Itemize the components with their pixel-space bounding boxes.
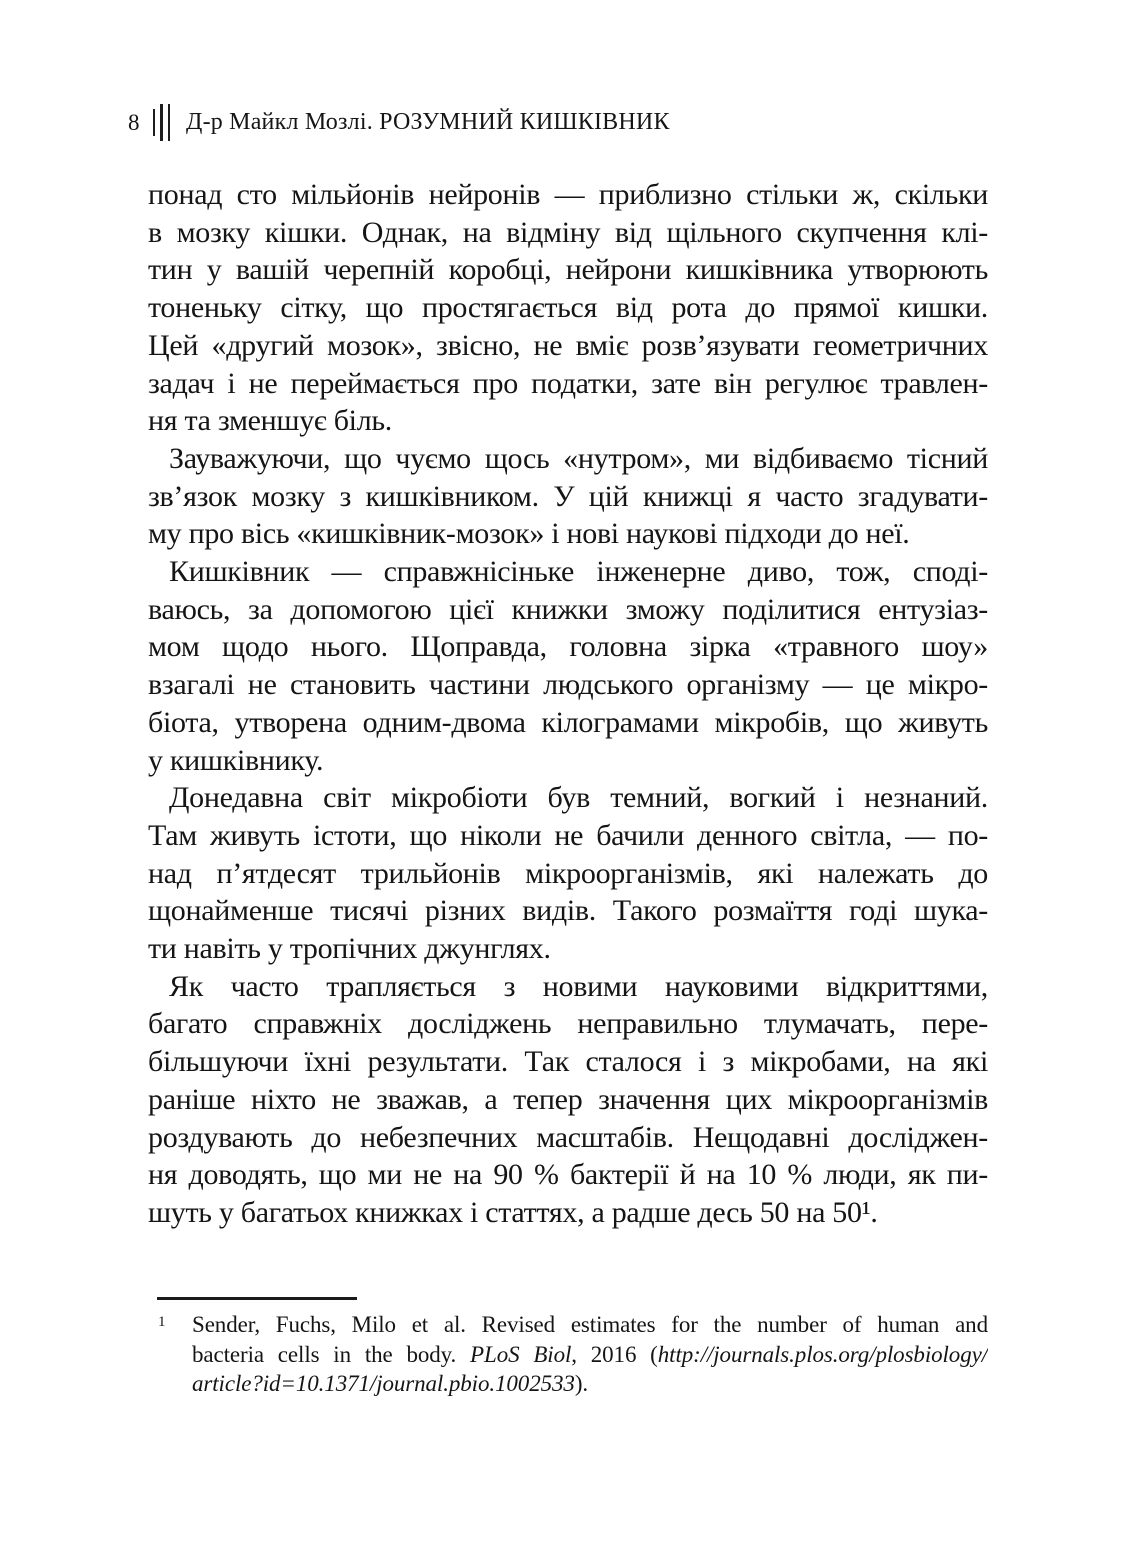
paragraph (148, 968, 988, 1232)
text-line: задач і не переймається про податки, зате він регулює травлен- (148, 366, 988, 400)
text-line: Цей «другий мозок», звісно, не вміє розв’язувати геометричних (148, 328, 988, 362)
text-line: в мозку кішки. Однак, на відміну від щільного скупчення клі- (148, 215, 988, 249)
text-line: у кишківнику. (148, 743, 324, 777)
text-line: Донедавна світ мікробіоти був темний, вогкий і незнаний. (169, 781, 988, 815)
footnote-rule (157, 1297, 357, 1300)
footnote-line (192, 1369, 988, 1399)
bar-icon (160, 104, 163, 141)
text-line: Кишківник — справжнісіньке інженерне диво, тож, споді- (169, 555, 988, 589)
footnote-marker: 1 (158, 1314, 166, 1330)
plain-text: ). (574, 1371, 589, 1397)
bar-icon (153, 109, 156, 136)
text-line: тин у вашій черепній коробці, нейрони кишківника утворюють (148, 253, 988, 287)
italic-text: article?id=10.1371/journal.pbio.1002533 (192, 1371, 575, 1397)
text-line: му про вісь «кишківник-мозок» і нові наукові підходи до неї. (148, 517, 910, 551)
running-header (128, 101, 670, 143)
text-line: мом щодо нього. Щоправда, головна зірка «травного шоу» (148, 630, 988, 664)
text-line: біота, утворена одним-двома кілограмами мікробів, що живуть (148, 705, 988, 739)
page-number: 8 (128, 109, 140, 135)
text-line: понад сто мільйонів нейронів — приблизно стільки ж, скільки (148, 178, 988, 211)
text-line: ня та зменшує біль. (148, 404, 392, 438)
running-title: Д-р Майкл Мозлі. РОЗУМНИЙ КИШКІВНИК (186, 109, 670, 135)
text-line: зв’язок мозку з кишківником. У цій книжці я часто згадувати- (148, 479, 988, 513)
footnote-line (192, 1310, 988, 1340)
paragraph (148, 553, 988, 779)
text-line: шуть у багатьох книжках і статтях, а радше десь 50 на 50¹. (148, 1195, 878, 1229)
text-line: раніше ніхто не зважав, а тепер значення цих мікроорганізмів (148, 1082, 988, 1116)
italic-text: PLoS Biol (470, 1341, 572, 1367)
body-text (148, 176, 988, 1232)
text-line: ня доводять, що ми не на 90 % бактерії й на 10 % люди, як пи- (148, 1158, 988, 1192)
italic-text: http://journals.plos.org/plosbiology/ (657, 1341, 988, 1367)
paragraph (148, 176, 988, 440)
text-line: над п’ятдесят трильйонів мікроорганізмів, які належать до (148, 856, 988, 890)
text-line: взагалі не становить частини людського організму — це мікро- (148, 668, 988, 702)
text-line: Зауважуючи, що чуємо щось «нутром», ми відбиваємо тісний (169, 441, 988, 475)
footnote-line (192, 1340, 988, 1370)
text-line: Як часто трапляється з новими науковими відкриттями, (169, 969, 988, 1003)
plain-text: bacteria cells in the body. (192, 1341, 471, 1367)
text-line: ти навіть у тропічних джунглях. (148, 932, 551, 966)
triple-bar-icon (153, 102, 171, 142)
text-line: багато справжніх досліджень неправильно тлумачать, пере- (148, 1007, 988, 1041)
plain-text: Sender, Fuchs, Milo et al. Revised estimates for the number of human and (192, 1312, 988, 1337)
text-line: більшуючи їхні результати. Так сталося і з мікробами, на які (148, 1045, 988, 1079)
text-line: щонайменше тисячі різних видів. Такого розмаїття годі шука- (148, 894, 988, 928)
bar-icon (168, 104, 171, 141)
paragraph (148, 779, 988, 968)
paragraph (148, 440, 988, 553)
plain-text: , 2016 ( (571, 1341, 658, 1367)
text-line: тоненьку сітку, що простягається від рота до прямої кишки. (148, 291, 988, 325)
text-line: Там живуть істоти, що ніколи не бачили денного світла, — по- (148, 818, 988, 852)
text-line: ваюсь, за допомогою цієї книжки зможу поділитися ентузіаз- (148, 592, 988, 626)
text-line: роздувають до небезпечних масштабів. Нещодавні досліджен- (148, 1120, 988, 1154)
footnote (148, 1310, 988, 1399)
footnote-text (192, 1310, 988, 1399)
